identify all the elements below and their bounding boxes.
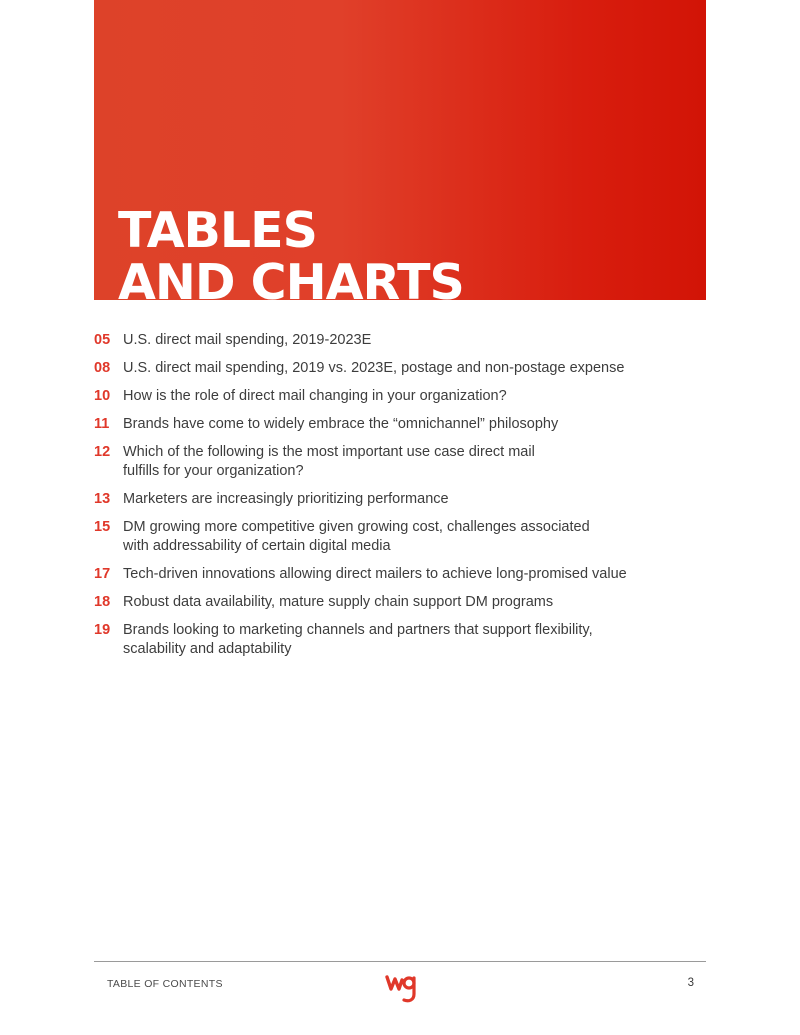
toc-page-number: 12 xyxy=(94,444,111,460)
toc-title-line: fulfills for your organization? xyxy=(123,463,304,479)
toc-item[interactable] xyxy=(94,443,706,481)
toc-item[interactable] xyxy=(94,518,706,556)
toc-title xyxy=(123,565,706,584)
toc-item[interactable] xyxy=(94,565,706,584)
toc-item[interactable] xyxy=(94,621,706,659)
toc-page-number: 18 xyxy=(94,594,111,610)
toc-item[interactable] xyxy=(94,387,706,406)
toc-title-line: DM growing more competitive given growing cost, challenges associated xyxy=(123,519,590,535)
toc-item[interactable] xyxy=(94,331,706,350)
toc-page-number: 11 xyxy=(94,416,110,432)
toc-page-number: 10 xyxy=(94,388,111,404)
page-number: 3 xyxy=(687,977,694,989)
footer-divider xyxy=(94,961,706,962)
toc-title xyxy=(123,593,706,612)
toc-page-number: 05 xyxy=(94,332,111,348)
toc-page-number: 17 xyxy=(94,566,111,582)
toc-title-line: U.S. direct mail spending, 2019 vs. 2023E, postage and non-postage expense xyxy=(123,360,625,376)
toc-title xyxy=(123,518,706,556)
toc-title xyxy=(123,331,706,350)
toc-item[interactable] xyxy=(94,490,706,509)
toc-title-line: Which of the following is the most important use case direct mail xyxy=(123,444,535,460)
page-title-line-1: TABLES xyxy=(118,202,317,259)
toc-item[interactable] xyxy=(94,415,706,434)
wg-logo-icon xyxy=(385,970,417,1004)
header-banner xyxy=(94,0,706,300)
toc-page-number: 19 xyxy=(94,622,111,638)
page-title xyxy=(118,202,464,300)
toc-page-number: 08 xyxy=(94,360,111,376)
toc-item[interactable] xyxy=(94,593,706,612)
page-title-line-2: AND CHARTS xyxy=(118,254,464,300)
toc-title-line: Marketers are increasingly prioritizing performance xyxy=(123,491,449,507)
footer-section-label: TABLE OF CONTENTS xyxy=(107,978,223,990)
toc-page-number: 13 xyxy=(94,491,111,507)
toc-title-line: scalability and adaptability xyxy=(123,641,292,657)
toc-title xyxy=(123,415,706,434)
toc-title xyxy=(123,359,706,378)
toc-title xyxy=(123,387,706,406)
toc-title xyxy=(123,490,706,509)
toc-title-line: How is the role of direct mail changing in your organization? xyxy=(123,388,507,404)
toc-title-line: with addressability of certain digital media xyxy=(123,538,391,554)
toc-title-line: Brands have come to widely embrace the “omnichannel” philosophy xyxy=(123,416,559,432)
toc-item[interactable] xyxy=(94,359,706,378)
toc-page-number: 15 xyxy=(94,519,111,535)
toc-title xyxy=(123,443,706,481)
toc-title-line: Tech-driven innovations allowing direct mailers to achieve long-promised value xyxy=(123,566,627,582)
toc-title-line: Robust data availability, mature supply chain support DM programs xyxy=(123,594,554,610)
toc-list xyxy=(94,331,706,668)
toc-title xyxy=(123,621,706,659)
toc-title-line: Brands looking to marketing channels and partners that support flexibility, xyxy=(123,622,593,638)
toc-title-line: U.S. direct mail spending, 2019-2023E xyxy=(123,332,372,348)
